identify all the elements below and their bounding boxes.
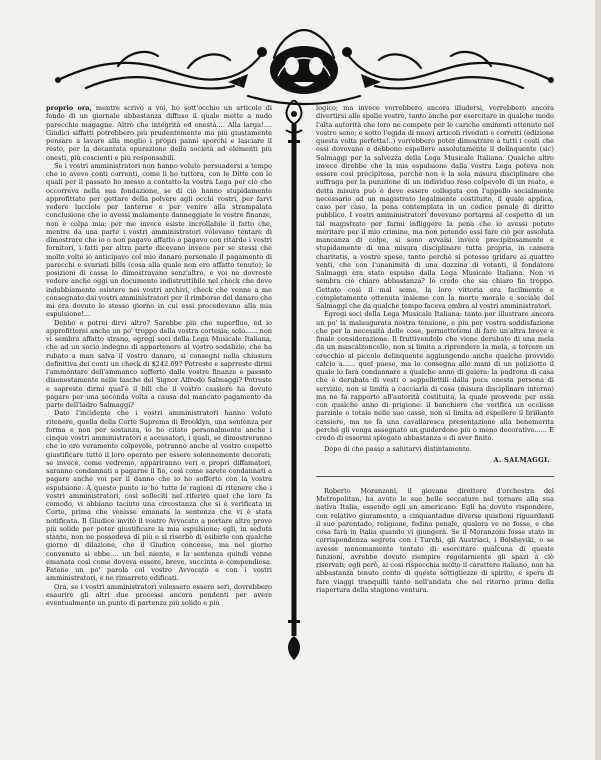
paragraph-3: Debbo e potrei dirvi altro? Sarebbe più che superfluo, ed io approfitterei anche un po' troppo della vostra cortesia; solo...... non vi sembra affatto strano, egregi soci della Lega Musicale Italiana, che ad un socio indegno di appartenere al vostro sodalizio, che ha rubato a man salva il vostro danaro, si consegni nella chiusura definitiva dei conti un check di $242.69? Potreste e saprreste dirmi l'ammontare dell'ammanco sofferto dalle vostre finanze e passato disonestamente nelle tasche del Signor Alfredo Salmaggi? Potreste e sapreste dirmi qual'è il bill che il vostro cassiere ha dovuto pagare per una seconda volta a causa del mancato pagamento da parte dell'ladro Salmaggi? (46, 318, 272, 409)
left-text-column (46, 104, 272, 754)
news-note: Roberto Moranzoni, il giovane direttore d'orchestra del Metropolitan, ha avuto le sue belle seccature nel tornare alla sua nativa Italia, essendo egli un americano. Egli ha dovuto rispondere, con relativo giuramento, a cinquantadue diverse quistioni riguardanti il suo parentado, religione, fedina penale, qualora ve ne fosse, e che cosa farà in Italia quando vi giungerà. Se il Moranzoni fosse stato in corrispondenza segreta con i Turchi, gli Austriaci, i Bolsheviki, o se avesse menomamente tentato di esercitare qualcuna di queste funzioni, avrebbe dovuto riempire regolarmente gli spazi a ciò riservati; egli però, ai così rispecchia molto il carattere italiano, non ha abbastanza tenuto conto di queste sottigliezze di spirito, e spera di fare viaggi tranquilli tanto nell'andata che nel ritorno prima della riapertura della stagione ventura. (316, 486, 554, 594)
column-divider-ornament (280, 100, 308, 660)
page-edge (595, 0, 601, 760)
paragraph-5: Ora, se i vostri amministratori volessero essere seri, dovrebbero esaurire gli altri due processi ancora pendenti per avere eventualmente un punto di partenza più solido e più (46, 582, 272, 607)
paragraph-1 (46, 104, 272, 162)
lead-in: proprio ora, (46, 104, 92, 112)
paragraph-text: mentre scrivo a voi, ho sott'occhio un articolo di fondo di un giornale abbastanza diffuso il quale mette a nudo parecchie magagne. Altro che integrità ed onestà.... Alla larga!.... Giudici siffatti potrebbero più prudentemente ma più giustamente pensare a lavare alla meglio i propri panni sporchi e lasciare il resto, per la decantata epurazione della società ad elementi più onesti, più coscienti e più responsabili. (46, 104, 272, 162)
section-rule (316, 476, 554, 477)
paragraph-4: Dato l'incidente che i vostri amministratori hanno voluto ritenere, quella della Corte Suprema di Brooklyn, una sentenza per forma e non per sostanza, io ho citato personalmente anche i cinque vostri amministratori e accusatori, i quali, se dimostreranno che io ero veramente colpevole, potranno anche al vostro cospetto giustificare tutto il loro operato per essere solennemente decorati; se invece, come vedremo, appariranno veri e propri diffamatori, saranno condannati a pagarne il fio, così come sarete condannati a pagare anche voi per il danno che io ho sofferto con la vostra espulsione. A questo punto io ho tutte le ragioni di ritenere che i vostri amministratori, così solleciti nel riferire quel che loro fa comodo, vi abbiano taciuto una circostanza che si è verificata in Corte, prima che venisse emanata la sentenza che vi è stata notificata. Il Giudice invitò il vostro Avvocato a portare altre prove più solide per poter giustificare la mia espulsione; egli, in seduta stante, non ne possedeva di più e si riserbò di esibirle con qualche giorno di dilazione, che il Giudice concesse, ma nel giorno convenuto si ebbe.... un bel niente, e la sentenza quindi venne emanata così come doveva essere, breve, succinta e compendiosa. Fatene un po' parola col vostro Avvocato e con i vostri amministratori, e ne rimarrete edificati. (46, 409, 272, 583)
right-text-column (316, 104, 554, 748)
decorative-header-ornament (48, 18, 561, 110)
signature: A. SALMAGGI. (493, 455, 550, 464)
paragraph-2: Se i vostri amministratori non hanno voluto persuadersi a tempo che io avevo conti correnti, come li ho tuttora, con le Ditte con le quali per il passato ho messo a contatto la vostra Lega per ciò che occorreva nella sua fondazione, se di ciò hanno stupidamente approfittato per gettare della polvere agli occhi vostri, per farvi vedere lucciole per lanterne e per venire alla strampalata conclusione che io avessi malamente danneggiate le vostre finanze, non è colpa mia; per me invece esiste incrollabile il fatto che, mentre da una parte i vostri amministratori volevano tentare di dimostrare che io o non pagavo affatto o pagavo con ritardo i vostri fornitori, i fatti per altra parte dicevano invece per se stessi che molte volte io anticipavo col mio danaro personale il pagamento di parecchi e svariati bills (cosa alla quale non ero affatto tenuto); le posizioni di cassa lo dimostravano senz'altro, e voi ne dovreste vedere anche oggi un documento indistruttibile nel check che deve indubbiamente esistere nei vostri archivi, check che venne a me consegnato dai vostri amministratori per il rimborso del danaro che mi era dovuto lo stesso giorno in cui essi procedevano alla mia espulsione!... (46, 161, 272, 319)
paragraph-6: logico; ma invece vorrebbero ancora illudersi, vorrebbero ancora divertirsi alle spalle vostre, tanto anche per esercitare in qualche modo l'alta autorità che loro ne compete per le cariche eminenti ottenute nel vostro seno; e sotto l'egida di nuovi articoli riveduti e corretti (edizione questa volta perfetta!..) vorrebbero poter dimostrare a tutti i costi che essi dovevano e debbono espellere assolutamente il delinquente (sic) Salmaggi per la salvezza della Lega Musicale Italiana. Qualche altro invece direbbe che la mia espulsione dalla vostra Lega poteva non essere così precipitosa, perchè non è la sola misura disciplinare che suffraga per la punizione di un individuo reso colpevole di un reato, e detta misura può e deve essere collegata con l'appello socialmente necessario ad un magistrato legalmente costituito, il quale applica, caso per caso, la pena contemplata in un codice penale di diritto pubblico. I vostri amministratori dovevano portarmi al cospetto di un tal magistrato per farmi infliggere la pena che io avessi potuto meritare per il mio crimine, ma non potendo essi fare ciò per assoluta mancanza di colpe, si sono avvalsi invece precipitosamente e stupidamente di una misura disciplinare tutta propria, in camera charitatis, a vostre spese, tanto perchè si potesse gridare ai quattro venti, che con l'unanimità di una dozzina di votanti, il fondatore Salmaggi era stato espulso dalla Lega Musicale Italiana. Non vi sembra ciò chiaro abbastanza? Io credo che sia chiaro fin troppo. Gettato così il mal seme, la loro vittoria era facilmente e completamente ottenuta insieme con la morte morale e sociale del Salmaggi che da qualche tempo faceva ombra al vostri amministratori. (316, 104, 554, 310)
paragraph-7: Egregi soci della Lega Musicale Italiana: tanto per illustrare ancora un po' la malaugurata nostra tensione, e più per vostra soddisfazione che per la necessità delle cose, permettetemi di fare un'altra breve e finale considerazione. Il fruttivendolo che viene derubato di una mela da un mascalzoncello, non si limita a riprendere la mela, a torcere un orecchio al piccolo delinquente aggiungendo anche qualche provvido calcio a...... quel paese, ma lo consegna alle mani di un poliziotto il quale lo farà condannare a qualche anno di galera: la padrona di casa che è derubata di vesti o seppellettili dalla poca onesta persona di servizio, non si limita a cacciarla di casa (misura disciplinare interna) ma ne fa rapporto all'autorità costituita, la quale provvede per essa con qualche anno di prigione: il banchiere che verifica un ecclisse parziale o totale nelle sue casse, non si limita ad espellere il brillante cassiere, ma ne fa una cavallaresca presentazione alla benemerita perchè gli venga assegnato un guiderdone più o meno decorativo...... E credo di essermi spiegato abbastanza e di aver finito. (316, 310, 554, 442)
closing-line: Dopo di che passo a salutarvi distintamente. (324, 445, 472, 454)
